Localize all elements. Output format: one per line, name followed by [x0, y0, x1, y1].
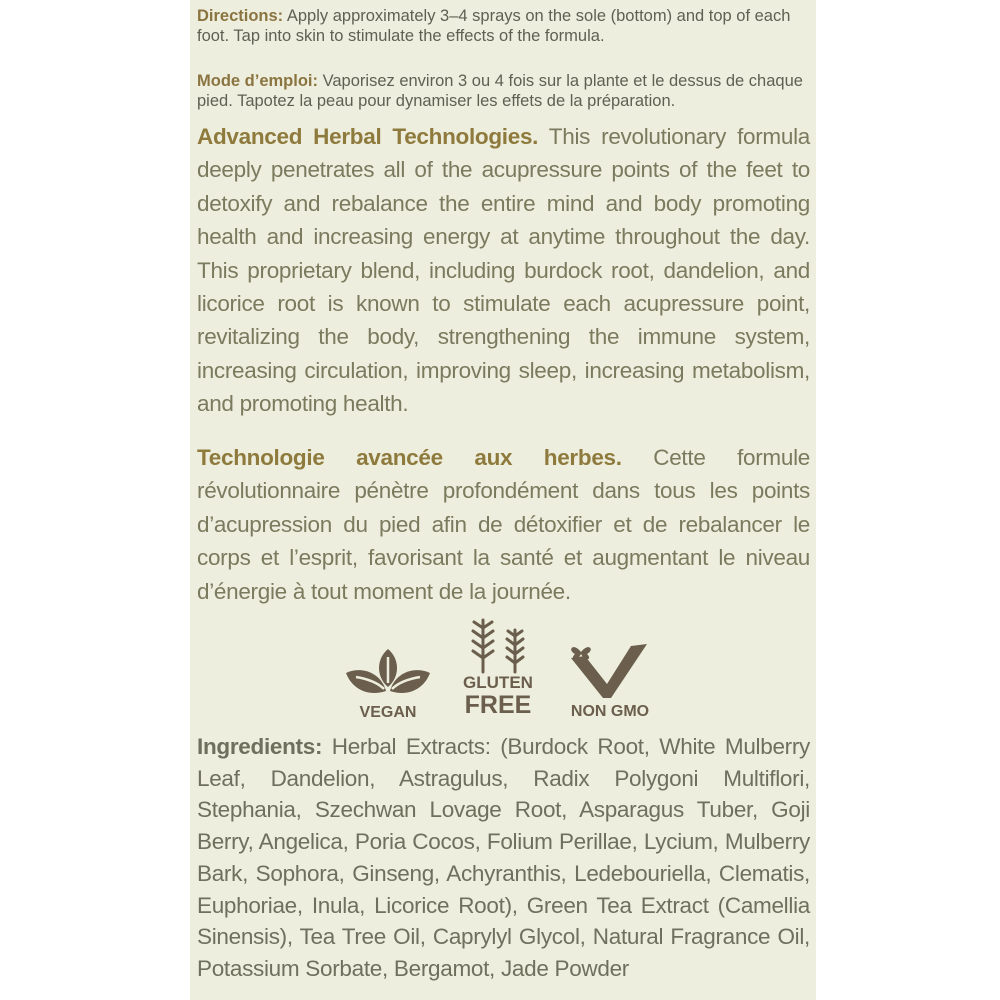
- directions-fr-heading: Mode d’emploi:: [197, 72, 318, 90]
- directions-fr: [197, 71, 810, 111]
- wheat-icon: [463, 614, 533, 674]
- description-en-heading: Advanced Herbal Technologies.: [197, 124, 539, 149]
- gluten-free-badge: [456, 614, 540, 718]
- directions-en-text: Apply approximately 3–4 sprays on the sole (bottom) and top of each foot. Tap into skin to stimulate the effects of the formula.: [197, 7, 791, 45]
- directions-en: [197, 6, 810, 46]
- ingredients-text: Herbal Extracts: (Burdock Root, White Mulberry Leaf, Dandelion, Astragulus, Radix Polygoni Multiflori, Stephania, Szechwan Lovage Root, Asparagus Tuber, Goji Berry, Angelica, Poria Cocos, Folium Perillae, Lycium, Mulberry Bark, Sophora, Ginseng, Achyranthis, Ledebouriella, Clematis, Euphoriae, Inula, Licorice Root), Green Tea Extract (Camellia Sinensis), Tea Tree Oil, Caprylyl Glycol, Natural Fragrance Oil, Potassium Sorbate, Bergamot, Jade Powder: [197, 734, 810, 981]
- non-gmo-badge: [555, 640, 665, 721]
- description-fr: [197, 441, 810, 608]
- leaf-icon: [342, 643, 434, 703]
- gluten-label: GLUTEN: [463, 673, 533, 692]
- description-fr-text: Cette formule révolutionnaire pénètre profondément dans tous les points d’acupression du pied afin de détoxifier et de rebalancer le corps et l’esprit, favorisant la santé et augmentant le niveau d’énergie à tout moment de la journée.: [197, 445, 810, 604]
- description-en-text: This revolutionary formula deeply penetrates all of the acupressure points of the feet to detoxify and rebalance the entire mind and body promoting health and increasing energy at anytime throughout the day. This proprietary blend, including burdock root, dandelion, and licorice root is known to stimulate each acupressure point, revitalizing the body, strengthening the immune system, increasing circulation, improving sleep, increasing metabolism, and promoting health.: [197, 124, 810, 417]
- non-gmo-label: NON GMO: [570, 703, 650, 720]
- vegan-label: VEGAN: [359, 704, 417, 721]
- description-fr-heading: Technologie avancée aux herbes.: [197, 445, 622, 470]
- label-panel: [190, 0, 816, 1000]
- description-en: [197, 120, 810, 421]
- butterfly-check-icon: [565, 640, 655, 700]
- ingredients-heading: Ingredients:: [197, 734, 323, 759]
- ingredients: [197, 731, 810, 985]
- vegan-badge: [340, 643, 436, 722]
- directions-fr-text: Vaporisez environ 3 ou 4 fois sur la plante et le dessus de chaque pied. Tapotez la peau pour dynamiser les effets de la préparation.: [197, 72, 803, 110]
- free-label: FREE: [464, 691, 532, 719]
- directions-en-heading: Directions:: [197, 7, 284, 25]
